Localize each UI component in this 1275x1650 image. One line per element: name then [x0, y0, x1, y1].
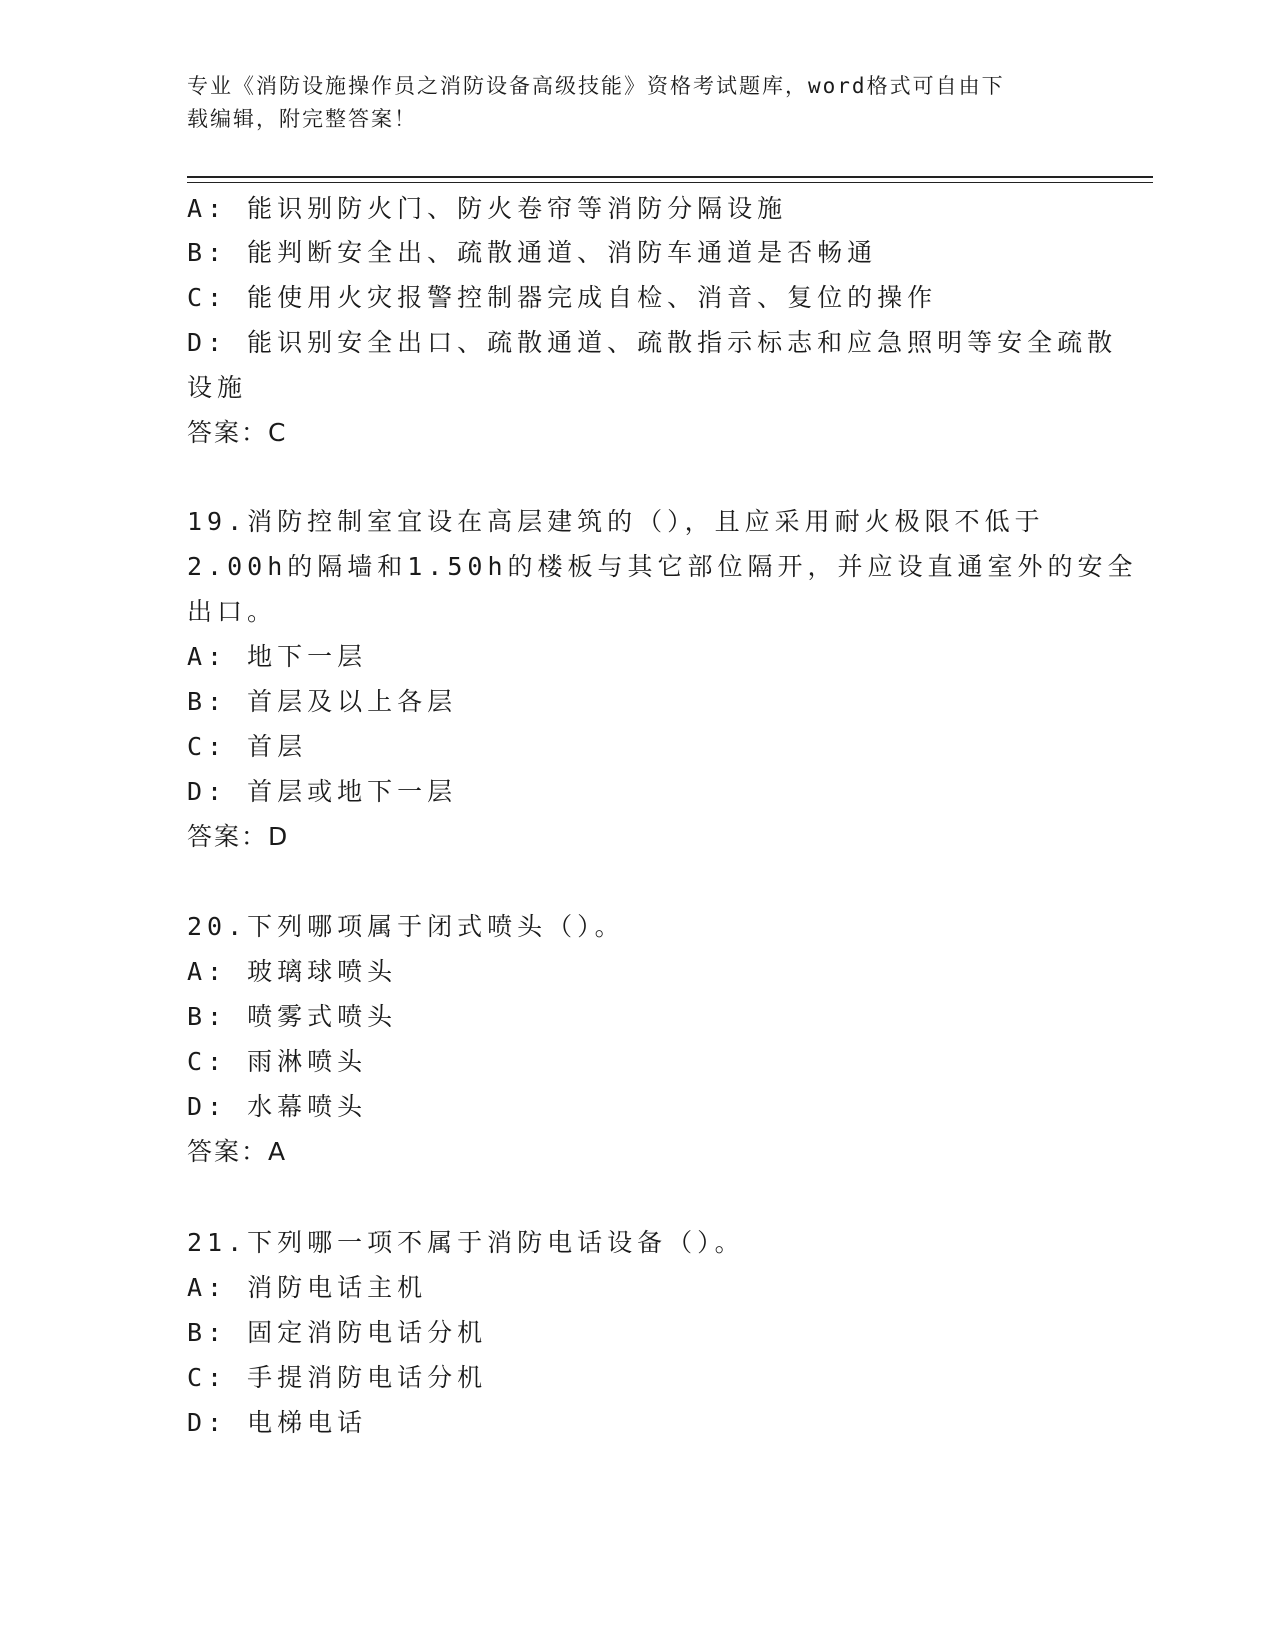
q19-option-a: A: 地下一层: [187, 642, 368, 671]
header-line-2: 载编辑，附完整答案！: [187, 107, 417, 131]
header-divider-thick: [187, 176, 1153, 178]
q19-stem-line-2: 2.00h的隔墙和1.50h的楼板与其它部位隔开，并应设直通室外的安全: [187, 552, 1138, 581]
q20-option-a: A: 玻璃球喷头: [187, 957, 398, 986]
q21-option-a: A: 消防电话主机: [187, 1273, 428, 1302]
q19-option-c: C: 首层: [187, 732, 308, 761]
q19-answer: 答案：D: [187, 822, 290, 851]
q18-answer: 答案：C: [187, 418, 288, 447]
q19-stem-line-3: 出口。: [187, 597, 278, 626]
q18-option-d: D: 能识别安全出口、疏散通道、疏散指示标志和应急照明等安全疏散: [187, 328, 1118, 357]
header-line-1: 专业《消防设施操作员之消防设备高级技能》资格考试题库，word格式可自由下: [187, 74, 1005, 98]
q20-stem: 20.下列哪项属于闭式喷头（）。: [187, 912, 625, 941]
q19-option-b: B: 首层及以上各层: [187, 687, 458, 716]
q20-option-d: D: 水幕喷头: [187, 1092, 368, 1121]
q18-option-a: A: 能识别防火门、防火卷帘等消防分隔设施: [187, 194, 788, 223]
document-header: [187, 70, 1067, 136]
q21-option-c: C: 手提消防电话分机: [187, 1363, 488, 1392]
header-divider-thin: [187, 182, 1153, 183]
q20-option-c: C: 雨淋喷头: [187, 1047, 368, 1076]
q21-stem: 21.下列哪一项不属于消防电话设备（）。: [187, 1228, 745, 1257]
q20-answer: 答案：A: [187, 1137, 288, 1166]
q18-option-c: C: 能使用火灾报警控制器完成自检、消音、复位的操作: [187, 283, 938, 312]
q18-option-b: B: 能判断安全出、疏散通道、消防车通道是否畅通: [187, 238, 878, 267]
q21-option-b: B: 固定消防电话分机: [187, 1318, 488, 1347]
q21-option-d: D: 电梯电话: [187, 1408, 368, 1437]
q20-option-b: B: 喷雾式喷头: [187, 1002, 398, 1031]
q19-stem-line-1: 19.消防控制室宜设在高层建筑的（），且应采用耐火极限不低于: [187, 507, 1045, 536]
q19-option-d: D: 首层或地下一层: [187, 777, 458, 806]
q18-option-d-continued: 设施: [187, 373, 248, 402]
